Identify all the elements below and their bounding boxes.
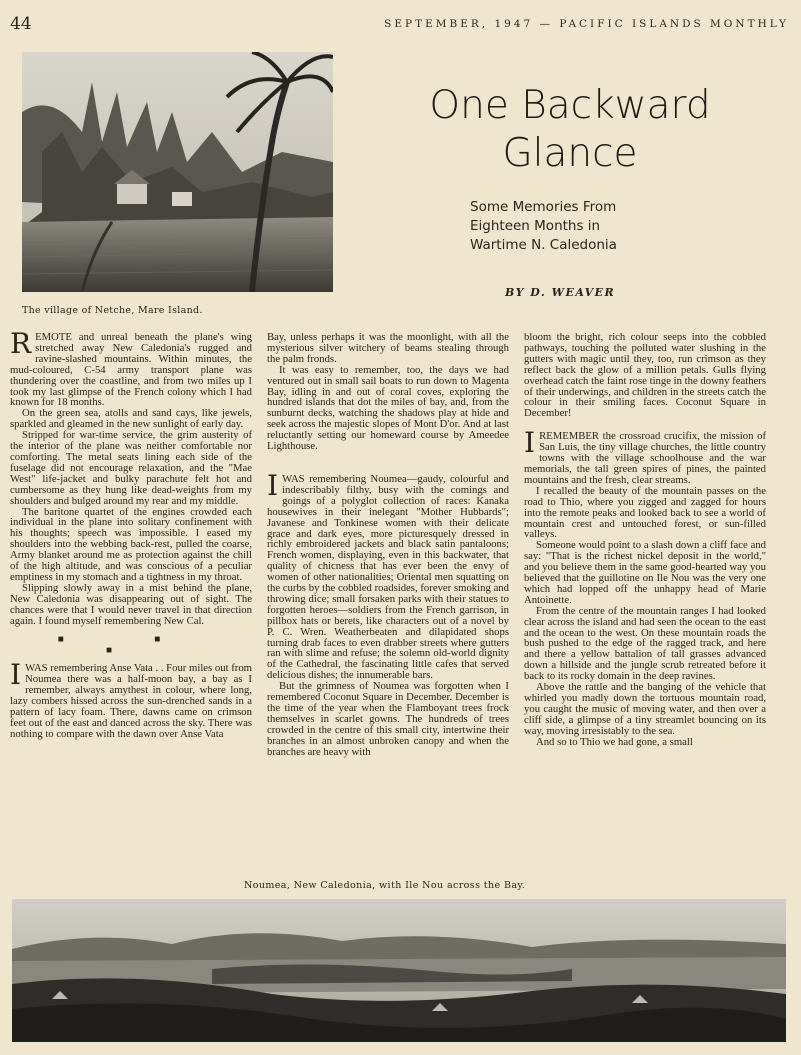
text-column-3 (524, 332, 766, 748)
text-column-1 (10, 327, 252, 740)
article-title (345, 82, 795, 178)
drop-cap: R (10, 327, 32, 360)
noumea-photo (12, 899, 786, 1042)
drop-cap: I (10, 658, 22, 692)
paragraph: Above the rattle and the banging of the vehicle that whirled you madly down the tortuous mountain road, you caught the music of moving water, and then over a cliff side, a glimpse of a tiny streamlet bouncing on its way, moving irresistably to the sea. (524, 681, 766, 737)
byline: BY D. WEAVER (505, 286, 616, 299)
paragraph: Bay, unless perhaps it was the moonlight, with all the mysterious silver witchery of beams stealing through the palm fronds. (267, 331, 509, 365)
paragraph: Stripped for war-time service, the grim austerity of the interior of the plane was neither comfortable nor comforting. The metal seats lining each side of the fuselage did not encourage relaxation, and the "Mae West" life-jacket and bulky parachute felt hot and cumbersome as they hung like dead-weights from my shoulders and bulged around my rear and my middle. (10, 429, 252, 507)
paragraph-text: WAS remembering Anse Vata . . Four miles out from Noumea there was a half-moon bay, a bay as I remember, always amythest in colour, where long, lazy combers hissed across the sun-drenched sands in a pattern of lacy foam. There, dawns came on crimson feet out of the east and danced across the sky. There was nothing to compare with the dawn over Anse Vata (10, 662, 252, 740)
paragraph: And so to Thio we had gone, a small (536, 735, 693, 748)
paragraph: I recalled the beauty of the mountain passes on the road to Thio, where you zigged and zagged for hours into the remote peaks and looked back to see a world of mountain crest and untouched forest, or sun-filled valleys. (524, 484, 766, 541)
paragraph-text: EMOTE and unreal beneath the plane's wing stretched away New Caledonia's rugged and ravine-slashed mountains. Within minutes, the mud-coloured, C-54 army transport plane was thundering over the coastline, and from two miles up I took my last glimpse of the French colony which I had known for 18 months. (10, 331, 252, 409)
title-line-1: One Backward (429, 83, 711, 128)
paragraph: The baritone quartet of the engines crowded each individual in the plane into solitary confinement with his thoughts; speech was impossible. I eased my shoulders into the webbing back-rest, pulled the coarse, Army blanket around me as protection against the chill of the high altitude, and was conscious of a peculiar emptiness in my stomach and a tightness in my throat. (10, 505, 252, 583)
paragraph (10, 327, 252, 409)
paragraph (10, 658, 252, 740)
subtitle-line-1: Some Memories From (470, 199, 617, 215)
running-head: SEPTEMBER, 1947 — PACIFIC ISLANDS MONTHLY (384, 18, 789, 30)
paragraph (524, 426, 766, 486)
drop-cap: I (524, 426, 536, 460)
paragraph: Slipping slowly away in a mist behind the plane, New Caledonia was disappearing out of sight. The chances were that I would never travel in that direction again. I found myself remembering New Cal. (10, 581, 252, 627)
paragraph: From the centre of the mountain ranges I had looked clear across the island and had seen the ocean to the east and the ocean to the west. On these mountain roads the bush pushed to the edge of the ragged track, and here and there a yellow battalion of tall grasses advanced down a hillside and the jungle scrub retreated before it back to its rocky domain in the deep ravines. (524, 604, 766, 683)
village-photo (22, 52, 333, 292)
drop-cap: I (267, 468, 279, 502)
village-photo-caption: The village of Netche, Mare Island. (22, 305, 203, 316)
paragraph (267, 468, 509, 682)
page-number: 44 (10, 14, 32, 34)
subtitle-line-2: Eighteen Months in (470, 218, 601, 234)
title-line-2: Glance (502, 131, 638, 176)
paragraph: But the grimness of Noumea was forgotten when I remembered Coconut Square in December. December is the time of the year when the Flamboyant trees frock themselves in scarlet gowns. The hundreds of trees crowded in the centre of this small city, intertwine their branches in an almost unbroken canopy and when the branches are heavy with (267, 680, 509, 758)
paragraph: Someone would point to a slash down a cliff face and say: "That is the richest nickel deposit in the world," and you believe them in the same good-hearted way you believed that the guillotine on Ile Nou was the very one which had lopped off the unhappy head of Marie Antoinette. (524, 539, 766, 606)
paragraph: It was easy to remember, too, the days we had ventured out in small sail boats to run down to Magenta Bay, idling in and out of coral coves, exploring the hundred islands that dot the miles of bay, and, from the sunburnt decks, watching the shadows play at hide and seek across the majestic slopes of Mont D'or. And at last reluctantly setting our homeward course by Ameedee Lighthouse. (267, 363, 509, 453)
paragraph-text: REMEMBER the crossroad crucifix, the mission of San Luis, the tiny village churches, the little country towns with the village schoolhouse and the war memorials, the tall green spires of pines, the painted mountains and the fresh, clear streams. (524, 430, 766, 486)
paragraph: On the green sea, atolls and sand cays, like jewels, sparkled and gleamed in the new sunlight of early day. (10, 407, 252, 431)
text-column-2 (267, 332, 509, 758)
paragraph-text: WAS remembering Noumea—gaudy, colourful and indescribably filthy, busy with the comings and goings of a polyglot collection of races: Kanaka housewives in their inelegant "Mother Hubbards"; Javanese and Tonkinese women with their delicate grace and dark eyes, more picturesquely dressed in richly embroidered jackets and black satin pantaloons; French women, displaying, even in this backwater, that quality of chicness that has ever been the envy of women of other nationalities; Oriental men squatting on the curbs by the cobbled roadsides, forever smoking and throwing dice; small forsaken parks with their statues to forgotten heroes—soldiers from the French garrison, in pillbox hats or berets, like characters out of a novel by P. C. Wren. Weatherbeaten and dilapidated shops turning drab faces to even drabber streets where gutters ran with slime and refuse; the solemn old-world dignity of the Cathedral, the fascinating little cafes that served delicious dishes; the innumerable bars. (267, 472, 509, 682)
subtitle-line-3: Wartime N. Caledonia (470, 237, 617, 253)
page-header (10, 14, 789, 34)
section-separator: ■ ■ ■ (57, 634, 205, 657)
article-subtitle (470, 198, 650, 255)
noumea-photo-caption: Noumea, New Caledonia, with Ile Nou across the Bay. (244, 880, 526, 891)
paragraph: bloom the bright, rich colour seeps into the cobbled pathways, touching the polluted water slushing in the gutters with magic until they, too, run crimson as they reflect back the glow of a million petals. Gulls flying overhead catch the faint rose tinge in the downy feathers of their underwings, and children in the streets catch the colour in their smiling faces. Coconut Square in December! (524, 331, 766, 420)
